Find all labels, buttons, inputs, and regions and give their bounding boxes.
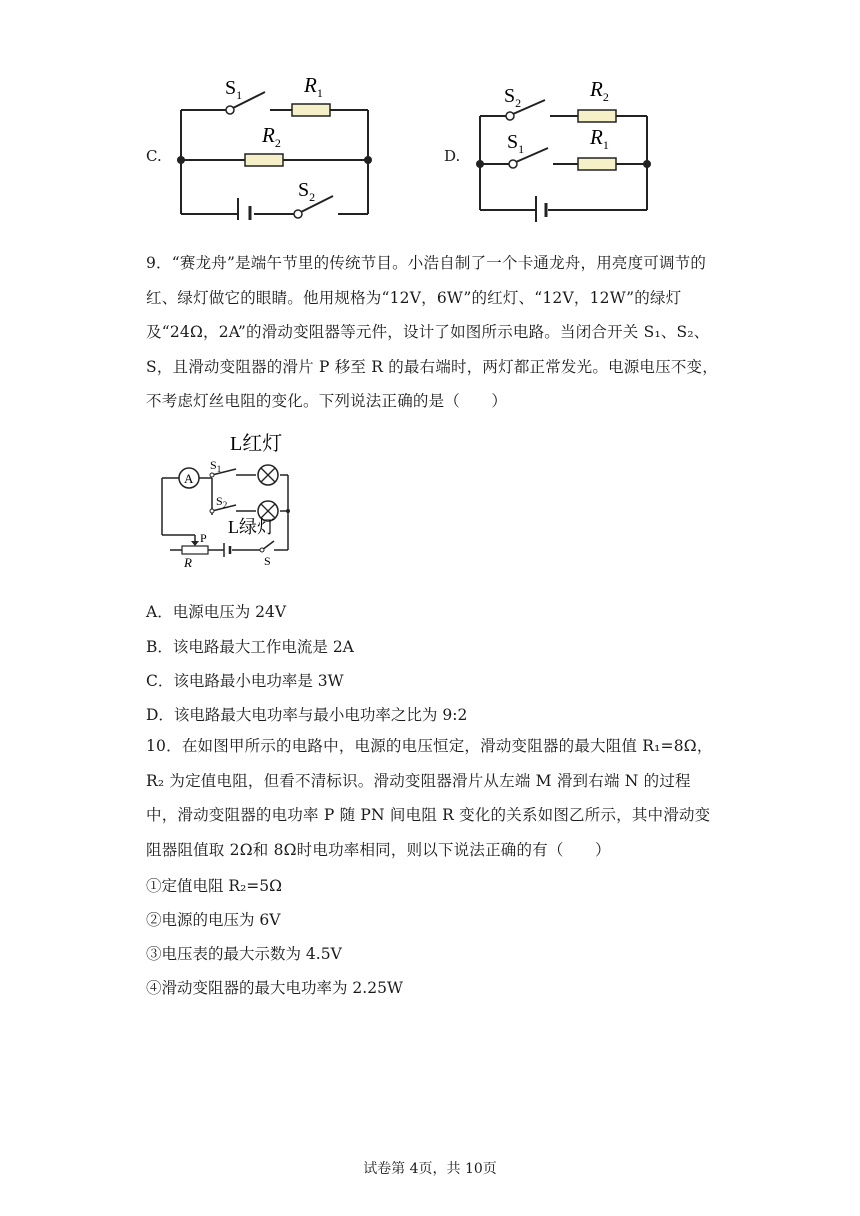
label-s2: $S_2$ [216,494,228,510]
circuit-diagram-c [170,70,380,220]
switch-pivot-icon [294,210,302,218]
rheostat-icon [182,546,208,554]
label-p: P [200,531,207,545]
label-r2: $R_2$ [262,123,281,150]
ammeter-label: A [184,471,194,486]
label-green-lamp: L绿灯 [228,517,275,537]
q10-statement-2: ②电源的电压为 6V [146,911,281,929]
q9-option-d: D．该电路最大电功率与最小电功率之比为 9:2 [146,706,468,724]
option-c-label: C. [146,147,162,165]
option-d-label: D. [444,147,461,165]
switch-pivot-icon [226,106,234,114]
q9-option-c: C．该电路最小电功率是 3W [146,672,344,690]
resistor-r1-icon [578,158,616,170]
lamp-red-icon [258,465,278,485]
label-r1: $R_1$ [304,73,323,100]
label-red-lamp: L红灯 [230,433,283,455]
question-10-text: 10．在如图甲所示的电路中，电源的电压恒定，滑动变阻器的最大阻值 R₁=8Ω，R₂ 为定值电阻，但看不清标识。滑动变阻器滑片从左端 M 滑到右端 N 的过程中，滑动变阻器的电功率 P 随 PN 间电阻 R 变化的关系如图乙所示，其中滑动变阻器阻值取 2Ω和 8Ω时电功率相同，则以下说法正确的有（ ） [146,737,713,859]
resistor-r2-icon [245,154,283,166]
q10-statement-3: ③电压表的最大示数为 4.5V [146,945,342,963]
junction-dot-icon [364,156,372,164]
label-s1: $S_1$ [210,458,222,474]
label-r2: $R_2$ [590,77,609,104]
resistor-r1-icon [292,104,330,116]
resistor-r2-icon [578,110,616,122]
q10-statement-1: ①定值电阻 R₂=5Ω [146,877,283,895]
circuit-diagram-q9 [150,425,310,575]
question-9-text: 9．“赛龙舟”是端午节里的传统节目。小浩自制了一个卡通龙舟，用亮度可调节的红、绿灯做它的眼睛。他用规格为“12V，6W”的红灯、“12V，12W”的绿灯及“24Ω，2A”的滑动变阻器等元件，设计了如图所示电路。当闭合开关 S₁、S₂、S，且滑动变阻器的滑片 P 移至 R 的最右端时，两灯都正常发光。电源电压不变，不考虑灯丝电阻的变化。下列说法正确的是（ ） [146,254,718,410]
q9-option-a: A．电源电压为 24V [146,603,287,621]
label-r1: $R_1$ [590,125,609,152]
switch-pivot-icon [506,112,514,120]
q9-option-b: B．该电路最大工作电流是 2A [146,638,354,656]
circuit-diagram-d [470,72,660,222]
label-s: S [264,554,271,568]
junction-dot-icon [643,160,651,168]
page-footer: 试卷第 4页，共 10页 [363,1161,497,1177]
label-s1: $S_1$ [507,131,525,156]
q10-statement-4: ④滑动变阻器的最大电功率为 2.25W [146,979,403,997]
label-s2: $S_2$ [298,179,316,204]
label-r: R [184,555,192,570]
switch-pivot-icon [509,160,517,168]
label-s2: $S_2$ [504,85,522,110]
junction-dot-icon [476,160,484,168]
junction-dot-icon [177,156,185,164]
label-s1: $S_1$ [225,77,243,102]
